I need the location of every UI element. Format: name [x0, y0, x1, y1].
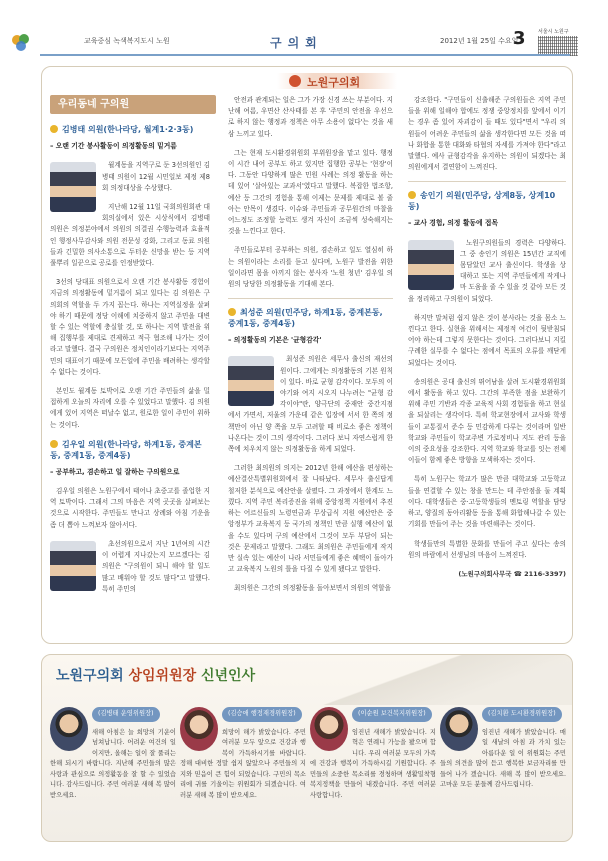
column-1	[50, 95, 210, 603]
article-paragraph: 월계동을 지역구로 둔 3선의원인 김병태 의원이 12월 시민일보 제정 제8회 의정대상을 수상했다.	[102, 161, 210, 192]
greeting-text: 희망이 해가 밝았습니다. 주민 여러분 모두 앞으로 건강과 행복이 가득하시기를 바랍니다. 정해 대비한 정말 쉽지 않았으나 주민들의 지지와 믿음이 큰 힘이 되었습니다. 구민의 목소리에 귀를 기울이는 위원회가 되겠습니다. 여러분 새해 복 많이 받으세요.	[180, 728, 306, 799]
new-year-greetings-box	[41, 654, 573, 842]
greeting-text: 새해 아침은 늘 희망의 기운이 넘쳐납니다. 어려운 여건의 일이지만, 올해는 일이 잘 풀리는 한해 되시기 바랍니다. 지난해 주민들의 많은 사랑과 관심으로 의정활동을 잘 할 수 있었습니다. 감사드립니다. 주민 여러분 새해 복 많이 받으세요.	[50, 728, 176, 799]
article-paragraph: 3선의 당대표 의원으로서 오랜 기간 봉사활동 경험이 지금의 의정활동에 밑거름이 되고 있다는 김 의원은 구의회의 역할을 두 가지 꼽는다. 하나는 지역실정을 살펴야 하기 때문에 정당 이해에 치중하지 않고 주민을 대변할 수 있는 역할에 충실할 것, 또 하나는 지역 발전을 위해 집행부를 제대로 견제하고 적극 협조해 나가는 것이라고 말했다. 결국 구의원은 정치인이라기보다는 지역주민의 대표이기 때문에 모든일에 주민을 배려하는 생각할 수 없다는 것이다.	[50, 278, 210, 376]
article-paragraph: 주민들로부터 공부하는 의원, 겸손하고 일도 열심히 하는 의원이라는 소리를 듣고 싶다며, 노원구 발전을 위한 일이라면 몸을 아끼지 않는 봉사자 '노원 청년' 김우일 의원의 당당한 의정활동을 기대해 본다.	[228, 246, 393, 289]
chair-role-badge: (김승애 행정재경위원장)	[222, 707, 302, 722]
issue-date: 2012년 1월 25일 수요일	[440, 37, 519, 45]
greeting-text: 임진년 새해가 밝았습니다. 매일 새날의 아침 과 가치 있는 아름다운 일 이 위원회는 주민들의 의견을 많이 듣고 행복한 보금자리를 만들어 나가 겠습니다. 새해 복 많이 받으세요. 고마운 모든 분들께 감사드립니다.	[440, 728, 566, 788]
chair-photo	[310, 707, 348, 751]
section-tag: 우리동네 구의원	[50, 95, 216, 114]
page-number: 3	[513, 28, 526, 49]
qr-code-icon	[538, 36, 578, 56]
bullet-icon	[228, 308, 236, 316]
article-paragraph: 특히 노원구는 학교가 많은 만큼 대학교와 고등학교들을 연결할 수 있는 창을 만드는 데 주안점을 둘 계획이다. 대학생들은 중·고등학생들의 멘토링 역할을 담당하고, 양질의 동아리활동 등을 통해 화합해나갈 수 있는 기회를 만들어 주는 것을 마련해주는 것이다.	[408, 475, 566, 529]
greetings-title: 노원구의회 상임위원장 신년인사	[56, 668, 256, 684]
chair-photo	[50, 707, 88, 751]
greeting-card	[310, 707, 436, 835]
council-banner	[277, 69, 397, 91]
article-paragraph: 그는 현재 도시환경위원회 부위원장을 맡고 있다. 행정이 시간 내어 공부도 하고 있지만 집행한 공부는 '현장'이다. 그동안 다양하게 많은 민원 사례는 의정 활동을 하는데 있어 '살아있는 교과서'였다고 말했다. 복잡한 법조항, 예산 등 그간의 경험을 통해 이제는 문제를 제대로 볼 줄 아는 안목이 생겼다. 이슈와 주민들과 공무원간의 마찰을 어느정도 조정할 능력도 생겨 자신이 조금씩 성숙해지는 것을 느낀다고 한다.	[228, 148, 393, 236]
councillor-photo	[50, 162, 96, 212]
chair-role-badge: (김치환 도시환경위원장)	[482, 707, 562, 722]
header-slogan: 교육중심 녹색복지도시 노원	[84, 37, 170, 45]
chair-role-badge: (김병태 운영위원장)	[92, 707, 160, 722]
mountain-illustration	[292, 655, 572, 705]
article-paragraph: 초선의원으로서 지난 1년여의 시간이 어렵게 지나갔는지 모르겠다는 김 의원은 "구의원이 되니 해야 할 일도 많고 배워야 할 것도 많다"고 말했다. 특히 주민의	[102, 539, 210, 593]
article-subhead: – 의정활동의 기본은 '균형감각'	[228, 336, 322, 345]
bullet-icon	[50, 440, 58, 448]
greeting-text: 임진년 새해가 밝았습니다. 지혁은 연례니 가능을 봤으며 합니다. 우리 여러분 모두의 가족에 건강과 행복이 가득하시길 기원합니다. 주민들의 소중한 목소리를 경청하며 생활밀착형 복지정책을 만들어 내겠습니다. 주민 여러분 사랑합니다.	[310, 728, 436, 799]
councillor-name: 최성준 의원(민주당, 하계1동, 중계본동, 중계1동, 중계4동)	[228, 308, 383, 329]
article-paragraph: 강조한다. "구민들이 신출해준 구의원들은 지역 주민들을 위해 일해야 합에도 정쟁 중앙정치를 앞에서 이기는 경우 좀 있어 자괴감이 들 때도 있다"면서 "우리 의원들이 어려운 주민들의 삶을 생각한다면 모든 것을 떠나 화합을 통한 대화와 타협의 자세를 가져야 한다"라고 말했다. 예사 균형감각을 유지하는 의원이 되겠다는 최 의원에게서 결연함이 느껴진다.	[408, 96, 566, 172]
bullet-icon	[50, 125, 58, 133]
page-header	[0, 0, 608, 62]
article-paragraph: 송의원은 공대 출신의 뛰어남을 살려 도시환경위원회에서 활동을 하고 있다. 그간의 부족한 점을 보완하기 위해 주민 기반과 각종 교육적 사회 경험들을 하고 현실을 되살리는 생각이다. 특히 학교현장에서 교사와 학생들이 교통질서 준수 등 민감하게 다루는 것이라며 일반 학교와 주민들이 학교주변 가로정비나 지도 관리 등을 이의 중요성을 강조한다. 지역 학교와 학교를 잇는 전체 이들이 함께 좋은 방향을 모색하자는 것이다.	[408, 377, 566, 465]
column-3	[408, 95, 566, 580]
article-paragraph: 하지만 말처럼 쉽지 않은 것이 봉사라는 것을 몸소 느낀다고 한다. 실현을 위해서는 제정적 여건이 뒷받침되어야 하는데 그렇지 못한다는 것이다. 그러다보니 지킬 구례한 실무를 수 없다는 점에서 목표의 오류를 깨닫게 되었다는 것이다.	[408, 313, 566, 367]
councillor-photo	[50, 541, 96, 591]
greeting-card	[180, 707, 306, 835]
article-paragraph: 안전과 관계되는 일은 그가 가장 신경 쓰는 부분이다. 지난해 여름, 우면산 산사태를 본 후 '주민의 안전을 우선으로 하지 않는 행정과 정책은 아무 소용이 없다'는 것을 새삼 느끼고 있다.	[228, 96, 393, 138]
councillor-photo	[228, 356, 274, 406]
greeting-card	[440, 707, 566, 835]
bullet-icon	[408, 191, 416, 199]
councillor-name: 김병태 의원(한나라당, 월계1·2·3동)	[50, 124, 210, 135]
article-paragraph: 그러한 최의원의 의지는 2012년 한해 예산을 편성하는 예산결산특별위원회에서 잘 나타났다. 세무사 출신답게 철저한 분석으로 예산안을 살폈다. 그 과정에서 한계도 느꼈다. 지역 주민 복리증진을 위해 중앙정책 지원에서 추진하는 어르신들의 노령연금과 무상급식 지원 예산안은 중앙정부가 교육복지 등 국가의 정책인 만큼 실행 예산이 없을 수도 있다며 구의 예산에서 그것이 모두 부담이 되는 것은 문제라고 말했다. 그래도 최의원은 주민들에게 작지만 실속 있는 예산이 나라 서민들에게 좋은 혜택이 돌아가고 교육복지 노원의 틀을 다질 수 있게 됐다고 말한다.	[228, 464, 393, 574]
divider	[408, 181, 566, 182]
article-paragraph: 본인도 월계동 토박이로 오랜 기간 주민들의 삶을 밀접하게 오늘의 자리에 오를 수 있었다고 말했다. 김 의원에게 있어 지역은 떠날수 없고, 원로한 일이 주민이 위하는 것이다.	[50, 387, 210, 429]
chair-role-badge: (이순원 보건복지위원장)	[352, 707, 432, 722]
divider	[228, 298, 393, 299]
nowon-logo-icon	[10, 32, 32, 54]
article-paragraph: 최성준 의원은 세무사 출신의 재선의원이다. 그에게는 의정활동의 기본 원칙이 있다. 바로 균형 감각이다. 모두의 이야기와 여지 시오지 나누려는 "균형 감각이야"란, 양극단의 중재안 중간지점에서 가면서, 저울의 가운데 같은 입장에 서서 한 쪽의 정책만이 아닌 양 쪽을 모두 고려할 때 비로소 좋은 정책이 나온다는 것이 그의 생각이다. 그러다 보니 자연스럽게 한쪽에 치우치지 않는 의정활동을 하게 되었다.	[228, 355, 393, 454]
article-paragraph: 지난해 12월 11일 국회의원회관 대회의실에서 있은 시상식에서 김병태 의원은 의정분야에서 의원의 의결권 수행능력과 효율적인 행정사무감사와 의원 전문성 강화, 그리고 동료 의원들과 긴밀한 의사소통으로 두터운 신망을 받는 등 지역 풀뿌리 일꾼으로 공로를 인정받았다.	[50, 203, 210, 268]
article-paragraph: 최의원은 그간의 의정활동을 돌아보면서 의원의 역할을	[234, 584, 391, 593]
header-rule	[40, 54, 570, 56]
article-subhead: – 공부하고, 겸손하고 일 잘하는 구의원으로	[50, 467, 180, 476]
banner-dot-icon	[289, 75, 301, 87]
article-subhead: – 오랜 기간 봉사활동이 의정활동의 밑거름	[50, 142, 177, 151]
article-subhead: – 교사 경험, 의정 활동에 접목	[408, 219, 499, 228]
council-feature-box	[41, 66, 573, 644]
greeting-card	[50, 707, 176, 835]
contact-info: (노원구의회사무국 ☎ 2116-3397)	[458, 569, 566, 578]
column-2	[228, 95, 393, 603]
chair-photo	[440, 707, 478, 751]
section-title: 구의회	[270, 36, 323, 50]
banner-title: 노원구의회	[307, 76, 361, 89]
article-paragraph: 노원구의원들의 경력은 다양하다. 그 중 송인기 의원은 15년간 교직에 몸담았던 교사 출신이다. 학생을 상대하고 또는 지역 주민들에게 작게나마 도움을 줄 수 있을 것 같아 모든 것을 정리하고 구의원이 되었다.	[408, 238, 566, 303]
paper-name: 서울시 노원구	[538, 29, 569, 35]
article-paragraph: 학생들만의 특별한 문화를 만들어 주고 싶다는 송의원의 바람에서 선생님의 마음이 느껴진다.	[408, 539, 566, 559]
councillor-photo	[408, 240, 454, 290]
chair-photo	[180, 707, 218, 751]
councillor-name: 김우일 의원(한나라당, 하계1동, 중계본동, 중계1동, 중계4동)	[50, 439, 202, 460]
article-paragraph: 김우일 의원은 노원구에서 태어나 초중고를 졸업한 지역 토박이다. 그래서 그의 마음은 지역 곳곳을 살펴보는 것으로 시작한다. 주민들도 만나고 상례와 아침 기운을 좀 더 뽑아 느껴보자 않아서다.	[50, 487, 210, 529]
councillor-name: 송인기 의원(민주당, 상계8동, 상계10동)	[408, 191, 556, 212]
